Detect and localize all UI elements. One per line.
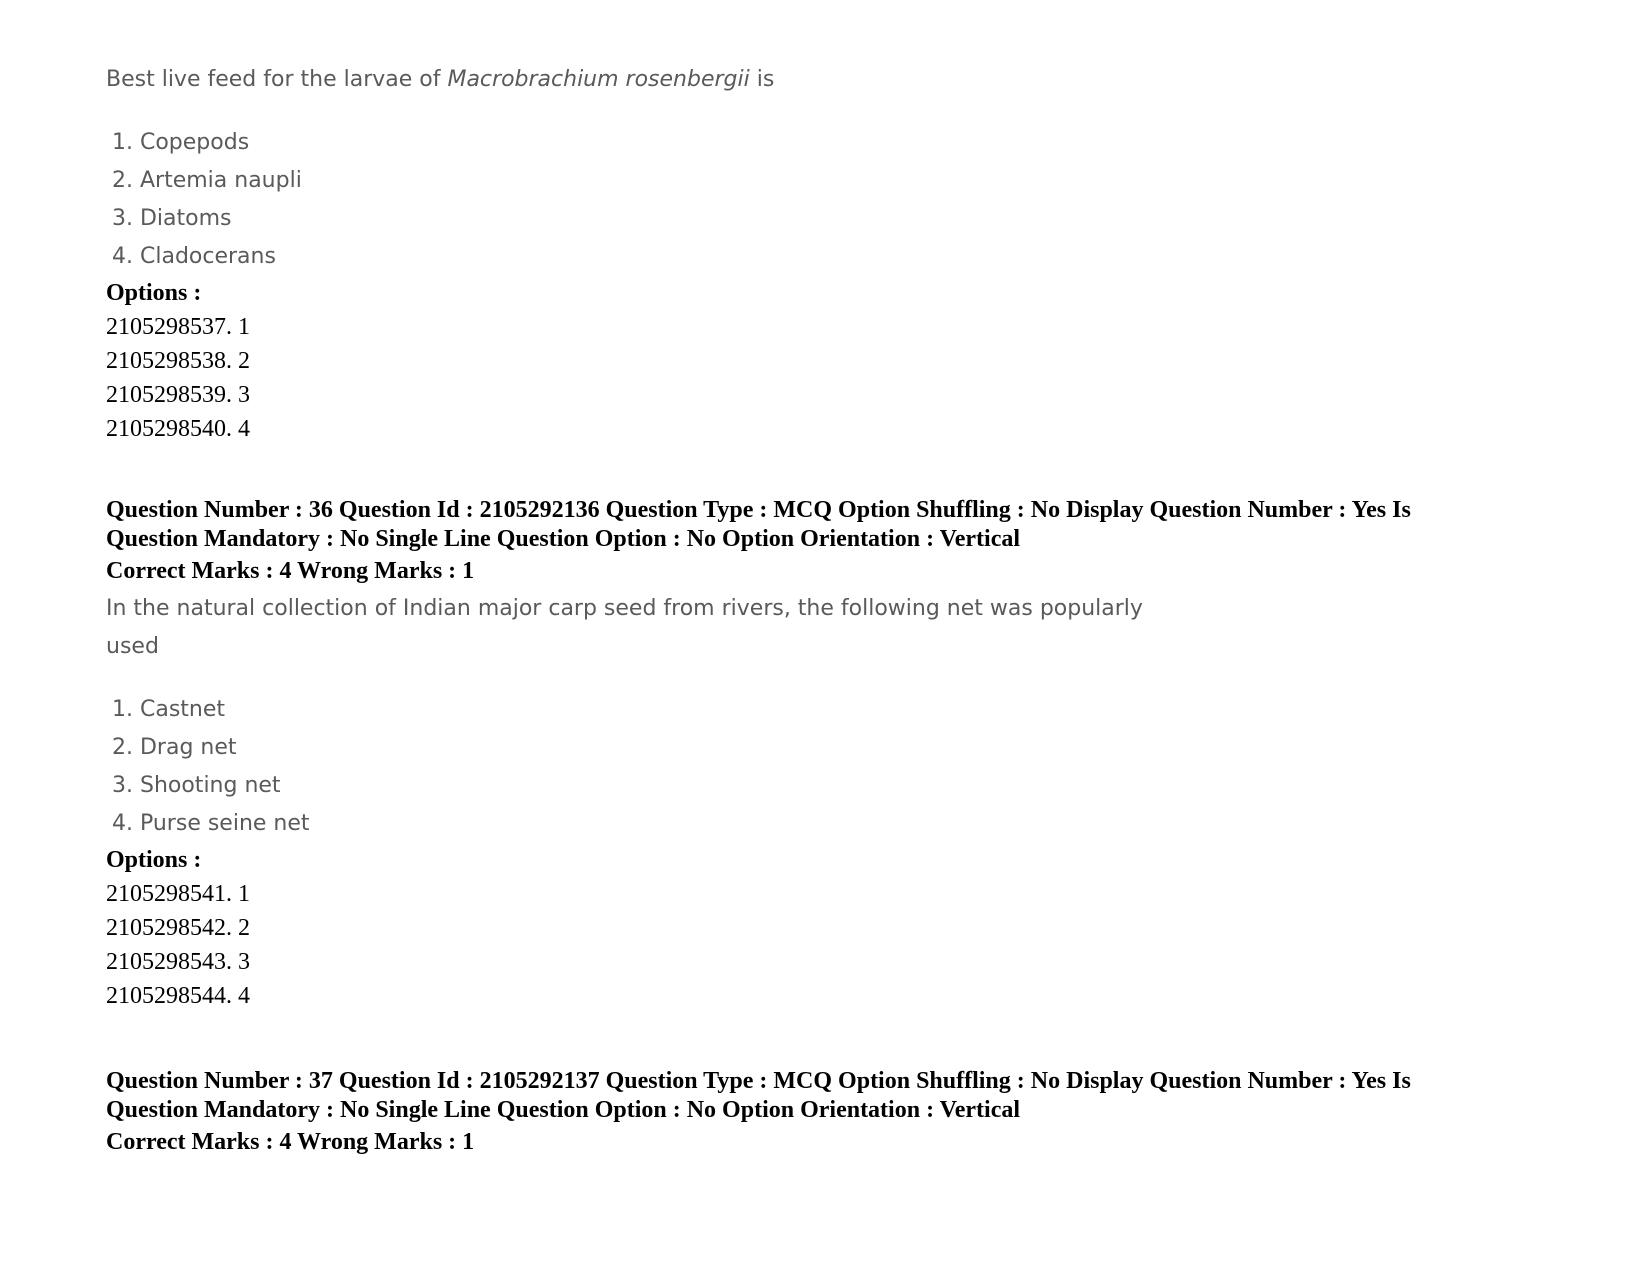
choice-item: 1. Copepods bbox=[112, 130, 250, 155]
marks-line: Correct Marks : 4 Wrong Marks : 1 bbox=[106, 558, 475, 584]
question-stem bbox=[106, 61, 774, 99]
choice-item: 3. Shooting net bbox=[112, 773, 281, 798]
question-37-block bbox=[106, 1067, 1411, 1159]
question-meta-line: Question Number : 36 Question Id : 2105292136 Question Type : MCQ Option Shuffling : No Display Question Number : Yes Is bbox=[106, 497, 1411, 523]
option-id-row: 2105298537. 1 bbox=[106, 314, 250, 340]
option-id-row: 2105298544. 4 bbox=[106, 983, 250, 1009]
options-heading: Options : bbox=[106, 280, 202, 306]
option-id-row: 2105298539. 3 bbox=[106, 382, 250, 408]
stem-suffix: is bbox=[749, 67, 775, 92]
question-meta-line: Question Mandatory : No Single Line Question Option : No Option Orientation : Vertical bbox=[106, 526, 1021, 552]
species-name: Macrobrachium rosenbergii bbox=[447, 67, 750, 92]
stem-line: In the natural collection of Indian major carp seed from rivers, the following net was popularly bbox=[106, 596, 1143, 621]
option-id-row: 2105298538. 2 bbox=[106, 348, 250, 374]
option-id-row: 2105298541. 1 bbox=[106, 881, 250, 907]
question-36-block bbox=[106, 496, 1411, 1013]
choice-item: 4. Purse seine net bbox=[112, 811, 310, 836]
question-35-body bbox=[106, 61, 774, 446]
choice-item: 4. Cladocerans bbox=[112, 244, 276, 269]
choice-item: 2. Artemia naupli bbox=[112, 168, 302, 193]
option-id-row: 2105298542. 2 bbox=[106, 915, 250, 941]
marks-line: Correct Marks : 4 Wrong Marks : 1 bbox=[106, 1129, 475, 1155]
question-meta-line: Question Mandatory : No Single Line Question Option : No Option Orientation : Vertical bbox=[106, 1097, 1021, 1123]
question-meta-line: Question Number : 37 Question Id : 2105292137 Question Type : MCQ Option Shuffling : No Display Question Number : Yes Is bbox=[106, 1068, 1411, 1094]
choice-item: 3. Diatoms bbox=[112, 206, 232, 231]
option-id-row: 2105298540. 4 bbox=[106, 416, 250, 442]
choice-list bbox=[106, 124, 774, 276]
choice-item: 2. Drag net bbox=[112, 735, 237, 760]
choice-list bbox=[106, 691, 1411, 843]
option-id-row: 2105298543. 3 bbox=[106, 949, 250, 975]
options-heading: Options : bbox=[106, 847, 202, 873]
question-stem bbox=[106, 590, 1411, 666]
stem-prefix: Best live feed for the larvae of bbox=[106, 67, 448, 92]
stem-line: used bbox=[106, 634, 159, 659]
choice-item: 1. Castnet bbox=[112, 697, 226, 722]
